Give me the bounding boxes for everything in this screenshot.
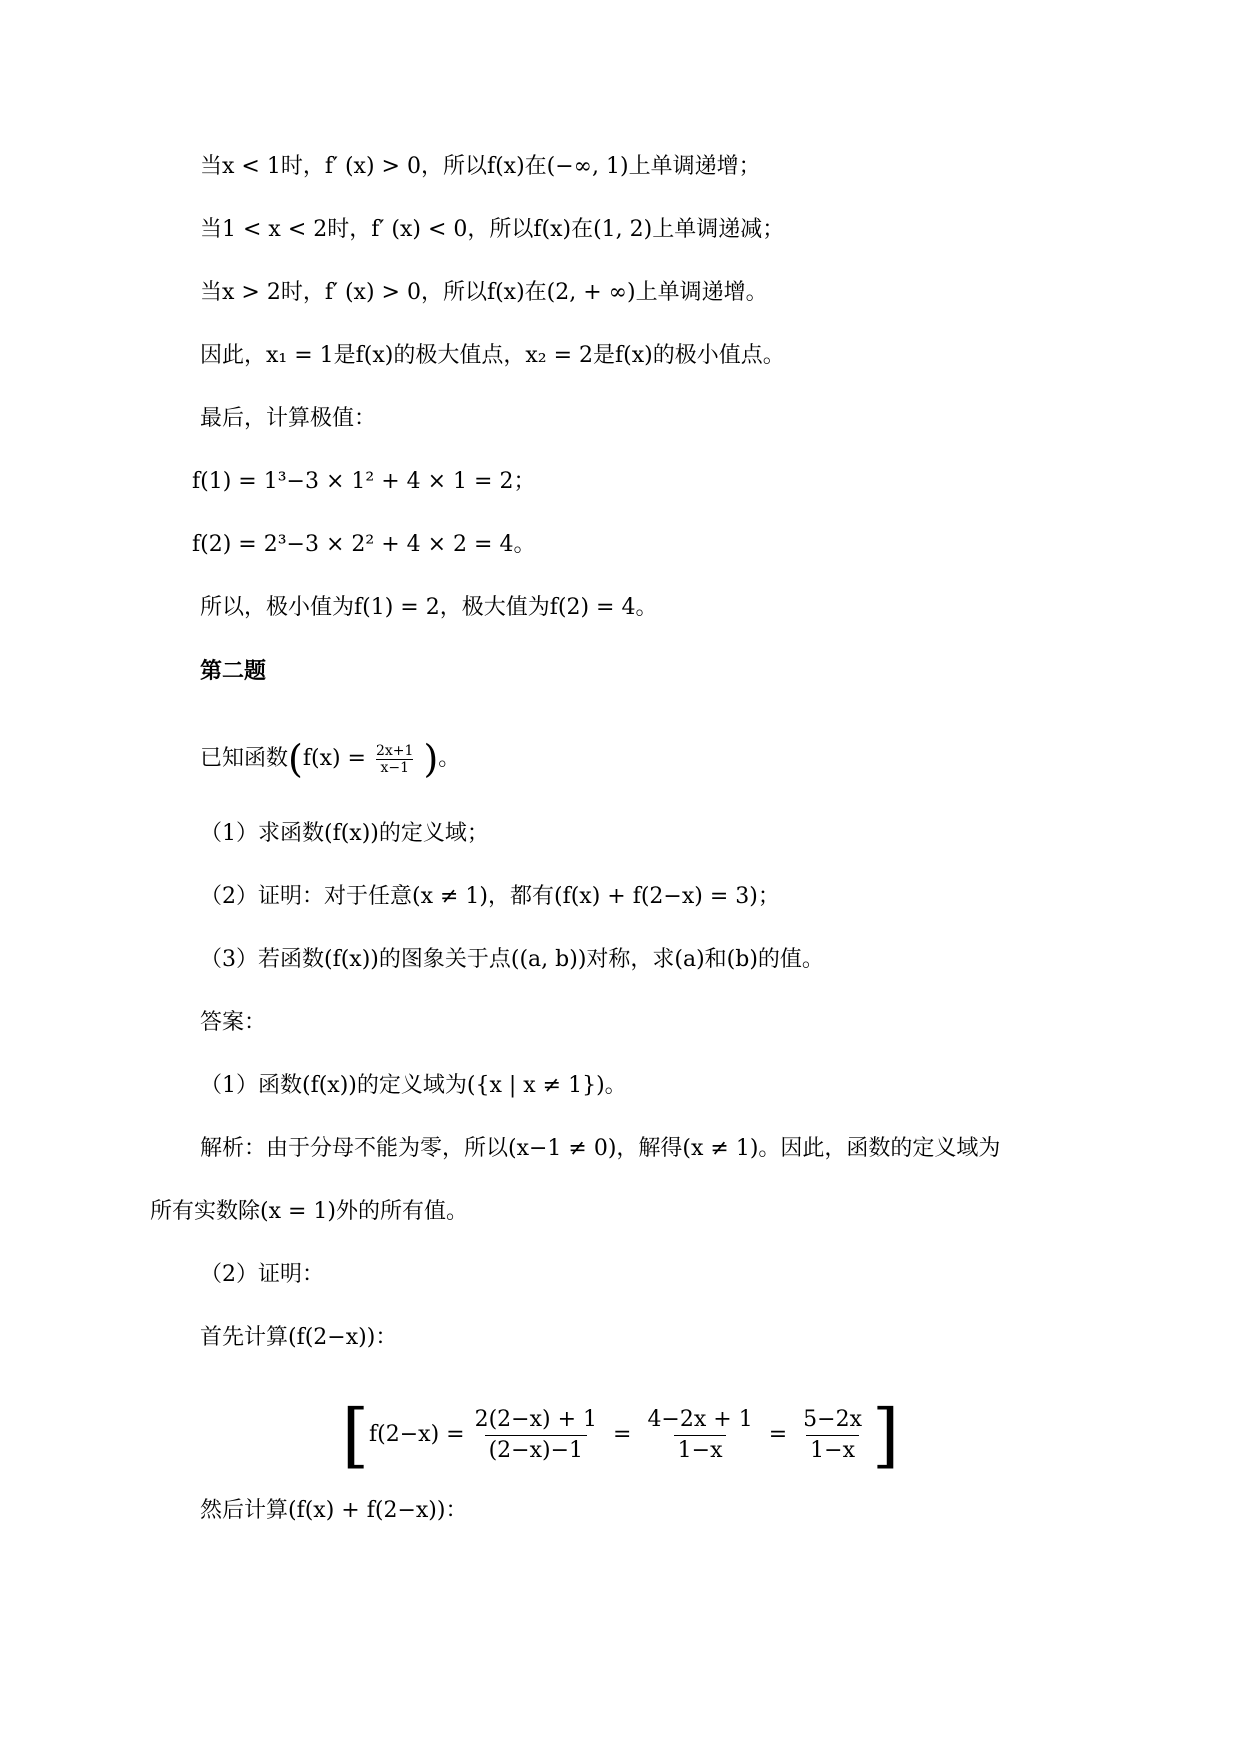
proof-step-1: 首先计算(f(2−x))： bbox=[200, 1325, 398, 1350]
fraction-3-denominator: 1−x bbox=[806, 1435, 859, 1466]
equals-sign: = bbox=[768, 1422, 788, 1447]
equation-lhs: f(2−x) = bbox=[369, 1422, 465, 1447]
analysis-line-1: 解析：由于分母不能为零，所以(x−1 ≠ 0)，解得(x ≠ 1)。因此，函数的定义域为 bbox=[200, 1136, 1001, 1161]
text-line-4: 因此，x₁ = 1是f(x)的极大值点，x₂ = 2是f(x)的极小值点。 bbox=[200, 343, 785, 368]
question-1: （1）求函数(f(x))的定义域； bbox=[200, 821, 489, 846]
function-definition-suffix: 。 bbox=[438, 746, 461, 771]
function-definition bbox=[200, 737, 461, 781]
fraction-1-numerator: 2(2−x) + 1 bbox=[474, 1406, 597, 1432]
text-line-1: 当x < 1时，f′ (x) > 0，所以f(x)在(−∞, 1)上单调递增； bbox=[200, 154, 761, 179]
right-bracket: ] bbox=[871, 1394, 900, 1476]
proof-step-2: 然后计算(f(x) + f(2−x))： bbox=[200, 1498, 468, 1523]
function-fraction bbox=[372, 743, 417, 776]
answer-heading: 答案： bbox=[200, 1010, 267, 1035]
fraction-numerator: 2x+1 bbox=[376, 742, 414, 759]
open-paren: ( bbox=[288, 737, 303, 781]
fraction-1-denominator: (2−x)−1 bbox=[485, 1435, 587, 1466]
equals-sign: = bbox=[613, 1422, 632, 1447]
text-line-5: 最后，计算极值： bbox=[200, 406, 377, 431]
equation-f2: f(2) = 2³−3 × 2² + 4 × 2 = 4。 bbox=[192, 532, 536, 557]
section-heading: 第二题 bbox=[200, 658, 267, 684]
equation-fraction-2 bbox=[643, 1405, 756, 1466]
function-lhs: f(x) = bbox=[302, 746, 366, 771]
fraction-2-numerator: 4−2x + 1 bbox=[647, 1406, 753, 1432]
equation-fraction-3 bbox=[799, 1405, 866, 1466]
close-paren: ) bbox=[423, 737, 439, 781]
text-line-3: 当x > 2时，f′ (x) > 0，所以f(x)在(2, + ∞)上单调递增。 bbox=[200, 280, 768, 305]
fraction-3-numerator: 5−2x bbox=[803, 1406, 862, 1432]
question-2: （2）证明：对于任意(x ≠ 1)，都有(f(x) + f(2−x) = 3)； bbox=[200, 884, 780, 909]
equation-f1: f(1) = 1³−3 × 1² + 4 × 1 = 2； bbox=[192, 469, 536, 494]
equation-fraction-1 bbox=[471, 1405, 601, 1466]
fraction-denominator: x−1 bbox=[376, 759, 413, 776]
display-equation bbox=[0, 1394, 1241, 1476]
fraction-2-denominator: 1−x bbox=[674, 1435, 727, 1466]
left-bracket: [ bbox=[341, 1394, 369, 1476]
text-line-8: 所以，极小值为f(1) = 2，极大值为f(2) = 4。 bbox=[200, 595, 658, 620]
text-line-2: 当1 < x < 2时，f′ (x) < 0，所以f(x)在(1, 2)上单调递减； bbox=[200, 217, 785, 242]
question-3: （3）若函数(f(x))的图象关于点((a, b))对称，求(a)和(b)的值。 bbox=[200, 947, 824, 972]
analysis-line-2: 所有实数除(x = 1)外的所有值。 bbox=[150, 1199, 468, 1224]
answer-1: （1）函数(f(x))的定义域为({x | x ≠ 1})。 bbox=[200, 1073, 627, 1098]
proof-heading: （2）证明： bbox=[200, 1262, 324, 1287]
function-definition-prefix: 已知函数 bbox=[200, 746, 289, 771]
